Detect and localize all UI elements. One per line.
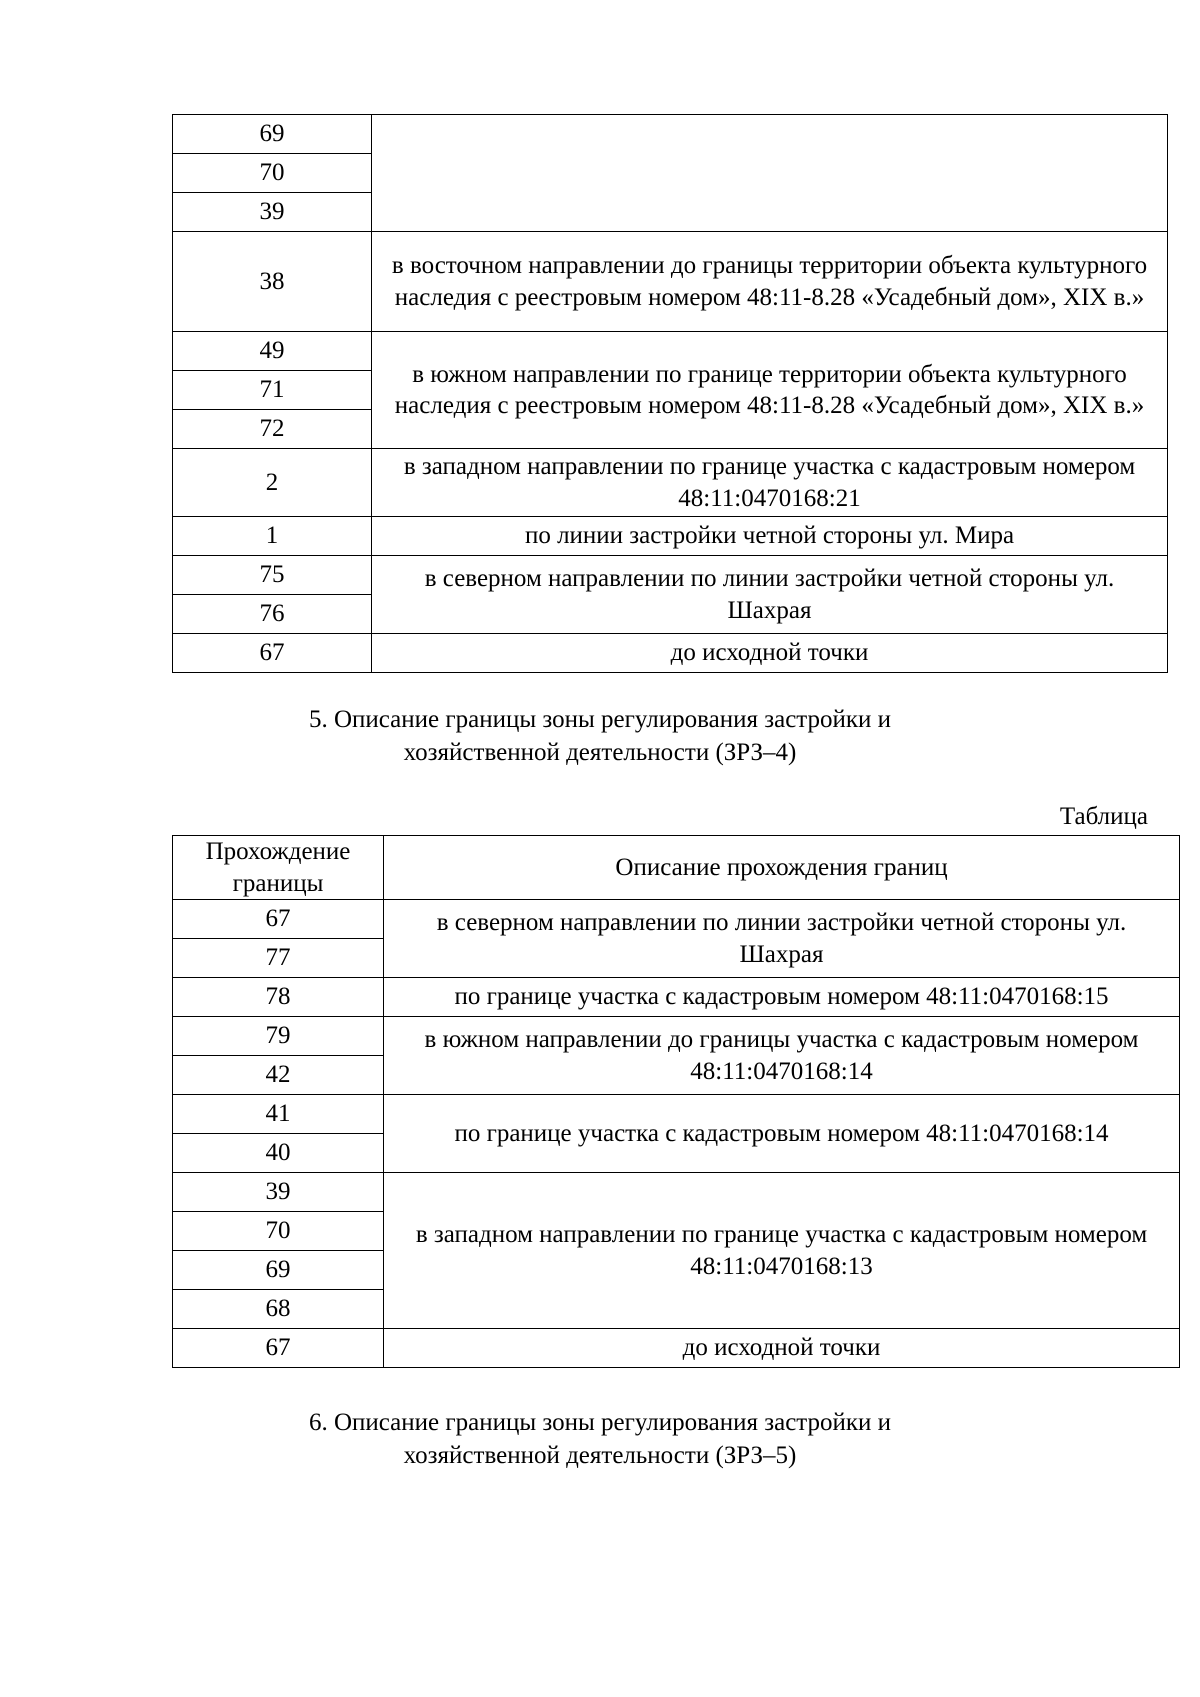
point-number: 39 [173, 1173, 384, 1212]
point-number: 39 [173, 193, 372, 232]
point-number: 1 [173, 517, 372, 556]
point-number: 75 [173, 556, 372, 595]
section-heading-line: хозяйственной деятельности (ЗРЗ–5) [403, 1442, 797, 1469]
boundary-description: по границе участка с кадастровым номером 48:11:0470168:14 [384, 1095, 1180, 1173]
point-number: 70 [173, 154, 372, 193]
table-caption: Таблица [1059, 803, 1148, 830]
point-number: 40 [173, 1134, 384, 1173]
point-number: 41 [173, 1095, 384, 1134]
point-number: 70 [173, 1212, 384, 1251]
boundary-table-zrz4 [172, 835, 1180, 1368]
column-header-description: Описание прохождения границ [384, 836, 1180, 900]
point-number: 78 [173, 978, 384, 1017]
boundary-description: в северном направлении по линии застройки четной стороны ул. Шахрая [372, 556, 1168, 634]
point-number: 72 [173, 410, 372, 449]
point-number: 38 [173, 232, 372, 332]
boundary-description: до исходной точки [372, 634, 1168, 673]
boundary-description: по линии застройки четной стороны ул. Мира [372, 517, 1168, 556]
boundary-description: по границе участка с кадастровым номером 48:11:0470168:15 [384, 978, 1180, 1017]
point-number: 77 [173, 939, 384, 978]
section-6-heading [0, 1406, 1200, 1472]
boundary-description: до исходной точки [384, 1329, 1180, 1368]
section-5-heading [0, 703, 1200, 769]
point-number: 76 [173, 595, 372, 634]
section-heading-line: 6. Описание границы зоны регулирования застройки и [308, 1409, 892, 1436]
boundary-description: в западном направлении по границе участка с кадастровым номером 48:11:0470168:21 [372, 449, 1168, 517]
boundary-description: в восточном направлении до границы территории объекта культурного наследия с реестровым номером 48:11-8.28 «Усадебный дом», XIX в.» [372, 232, 1168, 332]
boundary-description: в южном направлении по границе территории объекта культурного наследия с реестровым номером 48:11-8.28 «Усадебный дом», XIX в.» [372, 332, 1168, 449]
boundary-description: в северном направлении по линии застройки четной стороны ул. Шахрая [384, 900, 1180, 978]
boundary-description: в западном направлении по границе участка с кадастровым номером 48:11:0470168:13 [384, 1173, 1180, 1329]
point-number: 67 [173, 1329, 384, 1368]
point-number: 79 [173, 1017, 384, 1056]
point-number: 42 [173, 1056, 384, 1095]
column-header-point: Прохождение границы [173, 836, 384, 900]
point-number: 68 [173, 1290, 384, 1329]
point-number: 71 [173, 371, 372, 410]
point-number: 67 [173, 634, 372, 673]
point-number: 67 [173, 900, 384, 939]
section-heading-line: хозяйственной деятельности (ЗРЗ–4) [403, 739, 797, 766]
point-number: 49 [173, 332, 372, 371]
boundary-description [372, 115, 1168, 232]
boundary-table-continued [172, 114, 1168, 673]
point-number: 69 [173, 115, 372, 154]
boundary-description: в южном направлении до границы участка с кадастровым номером 48:11:0470168:14 [384, 1017, 1180, 1095]
section-heading-line: 5. Описание границы зоны регулирования застройки и [308, 706, 892, 733]
point-number: 2 [173, 449, 372, 517]
point-number: 69 [173, 1251, 384, 1290]
